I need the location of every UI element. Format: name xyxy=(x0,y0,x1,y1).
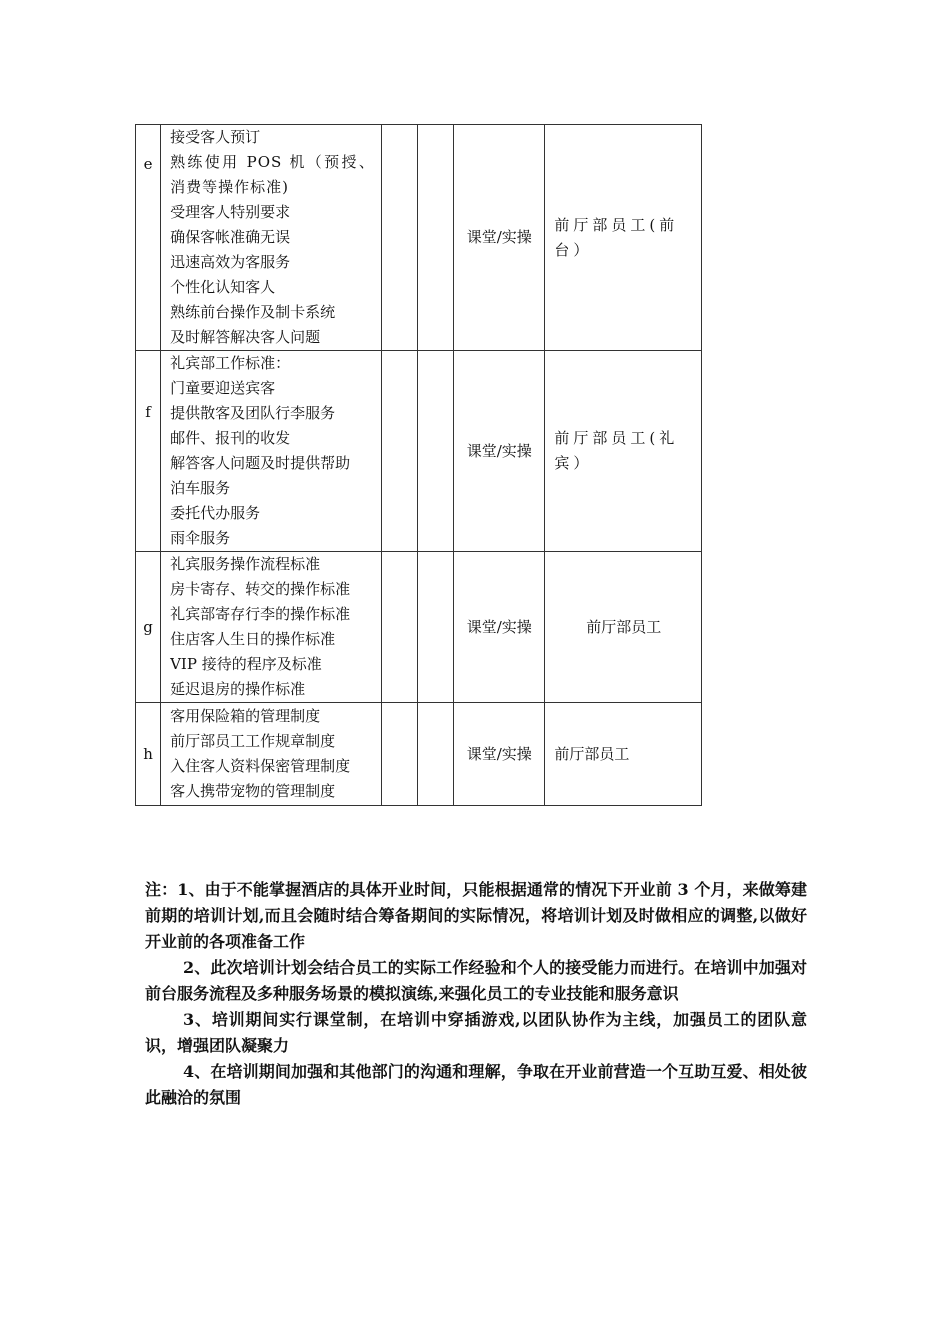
blank-cell xyxy=(381,351,417,552)
row-code-cell xyxy=(136,351,161,552)
table-row xyxy=(136,552,702,703)
training-item: 住店客人生日的操作标准 xyxy=(170,630,336,648)
training-target-cell xyxy=(545,351,702,552)
training-item: 入住客人资料保密管理制度 xyxy=(170,757,351,775)
training-method-cell: 课堂/实操 xyxy=(454,351,545,552)
training-item: 客人携带宠物的管理制度 xyxy=(170,782,336,800)
row-code-cell xyxy=(136,703,161,806)
row-code: h xyxy=(143,744,153,763)
blank-cell xyxy=(381,552,417,703)
training-item: 礼宾部寄存行李的操作标准 xyxy=(170,605,351,623)
notes-section xyxy=(145,877,807,1111)
blank-cell xyxy=(381,125,417,351)
note-2: 2、此次培训计划会结合员工的实际工作经验和个人的接受能力而进行。在培训中加强对前台服务流程及多种服务场景的模拟演练,来强化员工的专业技能和服务意识 xyxy=(145,958,807,1003)
training-item: 迅速高效为客服务 xyxy=(170,253,291,271)
training-items-cell xyxy=(161,125,382,351)
blank-cell xyxy=(417,703,453,806)
row-code: e xyxy=(143,155,153,173)
table-row xyxy=(136,125,702,351)
training-target: 前厅部员工(礼宾） xyxy=(554,429,679,472)
note-1: 注：1、由于不能掌握酒店的具体开业时间，只能根据通常的情况下开业前 3 个月，来做筹建前期的培训计划,而且会随时结合筹备期间的实际情况，将培训计划及时做相应的调整,以做好开业前的各项准备工作 xyxy=(145,880,807,951)
training-items-cell xyxy=(161,552,382,703)
training-item: 熟练前台操作及制卡系统 xyxy=(170,303,336,321)
training-target: 前厅部员工 xyxy=(554,744,630,763)
table-row xyxy=(136,703,702,806)
training-item: 延迟退房的操作标准 xyxy=(170,680,306,698)
blank-cell xyxy=(417,351,453,552)
training-item: 提供散客及团队行李服务 xyxy=(170,404,336,422)
training-method-cell: 课堂/实操 xyxy=(454,703,545,806)
training-target-cell xyxy=(545,552,702,703)
training-item: 委托代办服务 xyxy=(170,504,261,522)
training-item: 个性化认知客人 xyxy=(170,278,276,296)
note-3: 3、培训期间实行课堂制，在培训中穿插游戏,以团队协作为主线，加强员工的团队意识，增强团队凝聚力 xyxy=(145,1010,807,1055)
training-item: 接受客人预订 xyxy=(170,128,261,146)
training-item: 受理客人特别要求 xyxy=(170,203,291,221)
blank-cell xyxy=(417,125,453,351)
training-item: 及时解答解决客人问题 xyxy=(170,328,321,346)
training-item: 泊车服务 xyxy=(170,479,231,497)
training-item: 邮件、报刊的收发 xyxy=(170,429,291,447)
training-method-cell: 课堂/实操 xyxy=(454,552,545,703)
training-items-cell xyxy=(161,703,382,806)
training-method-cell: 课堂/实操 xyxy=(454,125,545,351)
training-plan-table xyxy=(135,124,702,806)
training-item: VIP 接待的程序及标准 xyxy=(170,655,322,673)
training-item: 客用保险箱的管理制度 xyxy=(170,707,321,725)
row-code-cell xyxy=(136,552,161,703)
note-4: 4、在培训期间加强和其他部门的沟通和理解，争取在开业前营造一个互助互爱、相处彼此融洽的氛围 xyxy=(145,1062,807,1107)
training-target: 前厅部员工(前台） xyxy=(554,215,679,259)
row-code: f xyxy=(145,403,151,421)
row-code-cell xyxy=(136,125,161,351)
training-target-cell xyxy=(545,703,702,806)
row-code: g xyxy=(143,617,153,636)
training-item: 前厅部员工工作规章制度 xyxy=(170,732,336,750)
blank-cell xyxy=(417,552,453,703)
training-item: 确保客帐准确无误 xyxy=(170,228,291,246)
training-item: 礼宾服务操作流程标准 xyxy=(170,555,321,573)
training-item: 熟练使用 POS 机（预授、消费等操作标准) xyxy=(170,153,375,196)
training-target-cell xyxy=(545,125,702,351)
training-target: 前厅部员工 xyxy=(586,617,662,636)
training-items-cell xyxy=(161,351,382,552)
training-item: 门童要迎送宾客 xyxy=(170,379,276,397)
training-item: 房卡寄存、转交的操作标准 xyxy=(170,580,351,598)
blank-cell xyxy=(381,703,417,806)
training-item: 礼宾部工作标准： xyxy=(170,354,291,372)
training-item: 雨伞服务 xyxy=(170,529,231,547)
training-item: 解答客人问题及时提供帮助 xyxy=(170,454,351,472)
table-row xyxy=(136,351,702,552)
